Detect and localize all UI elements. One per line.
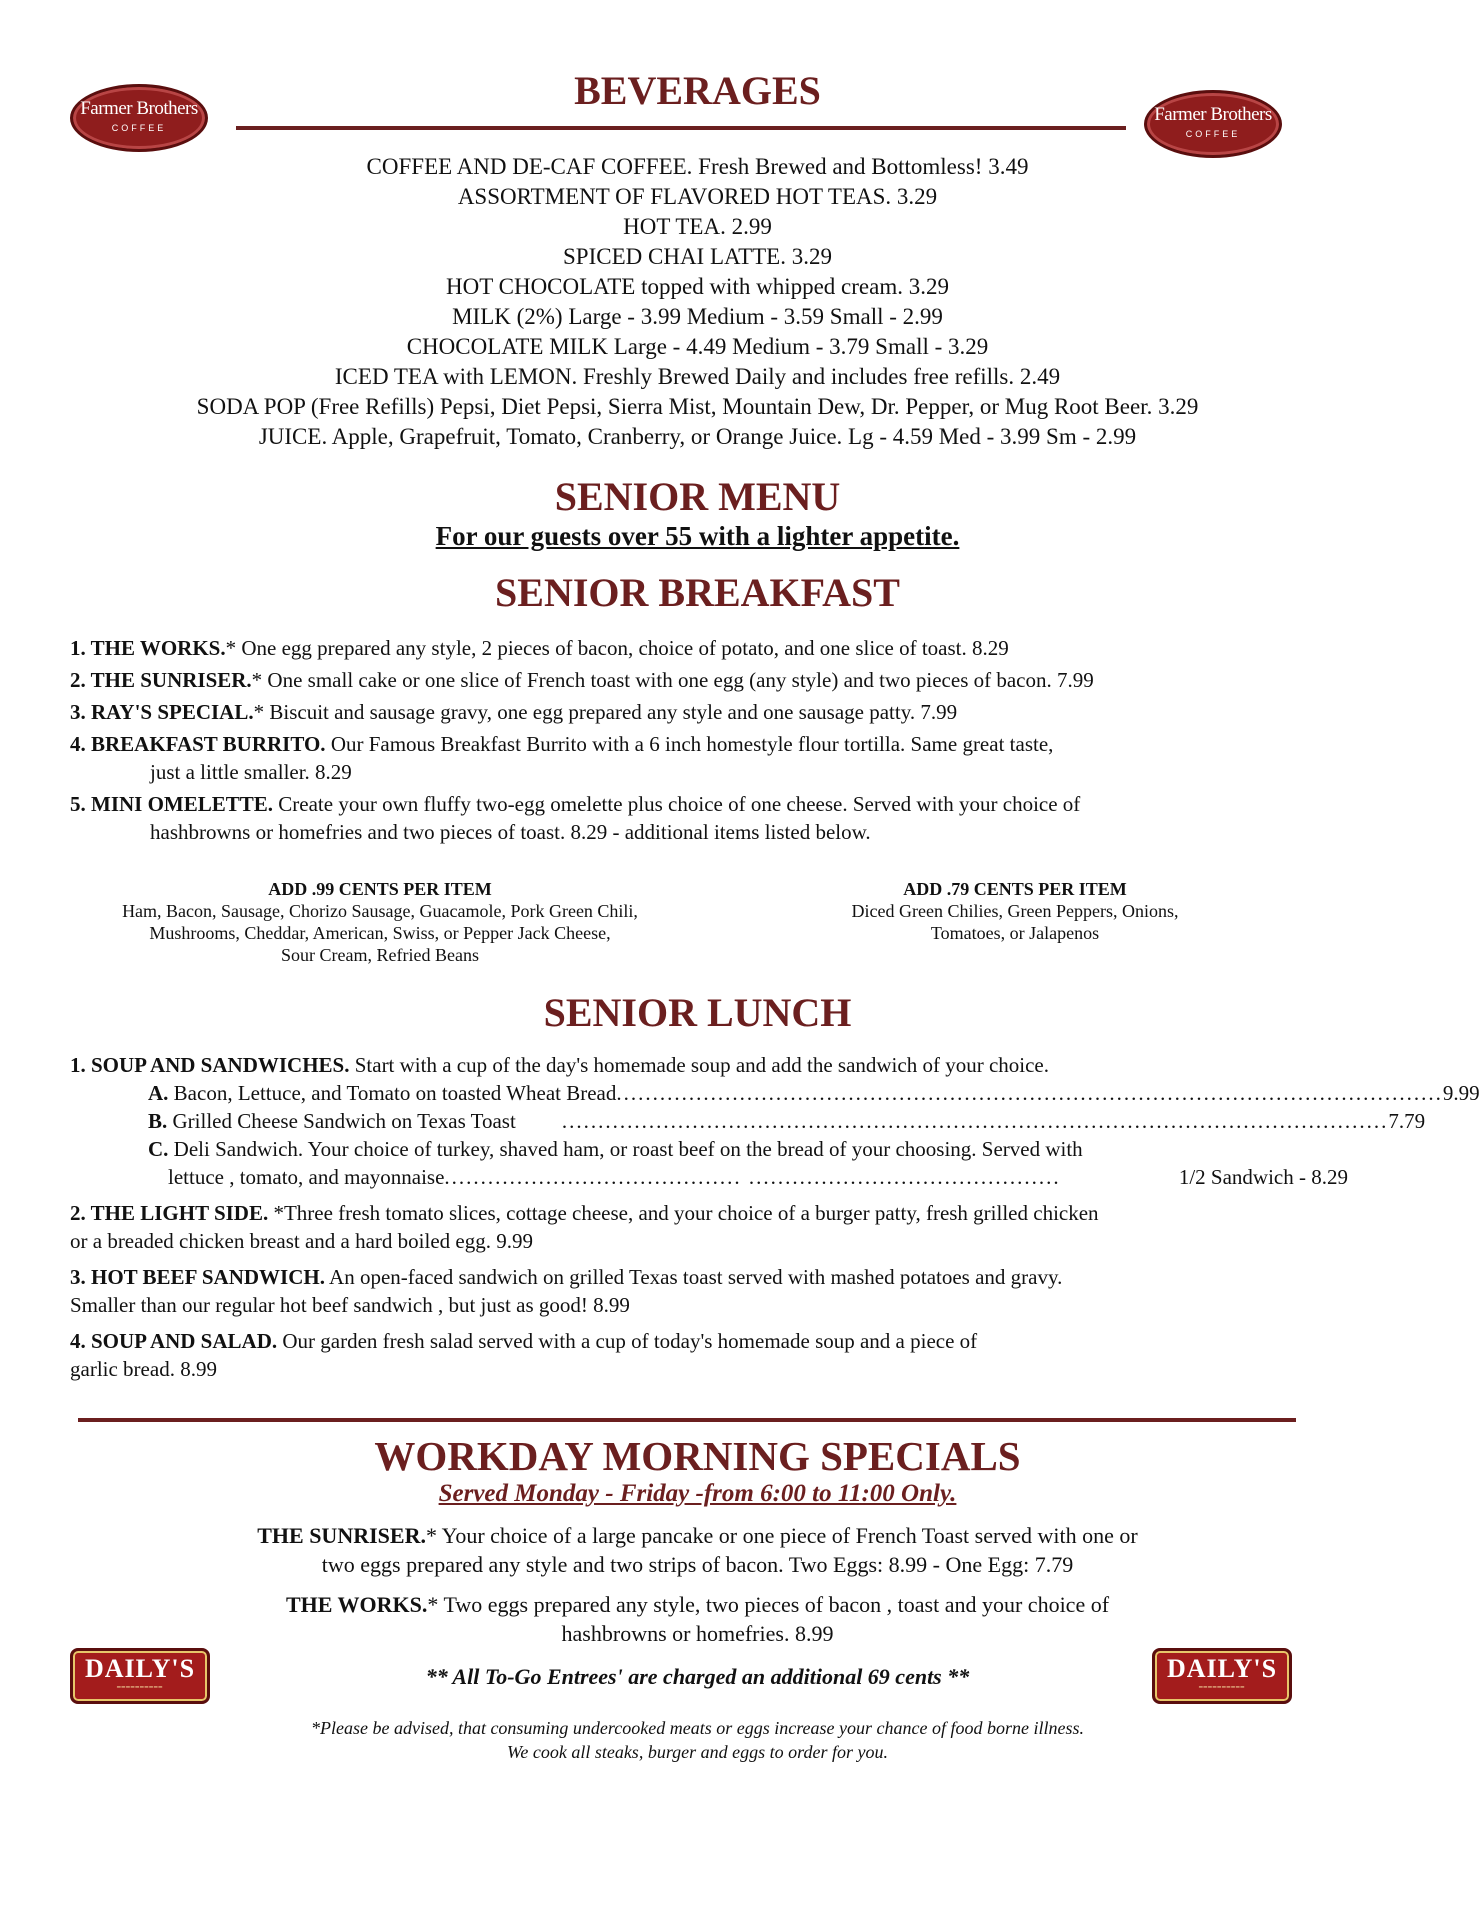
- item-desc: Start with a cup of the day's homemade soup and add the sandwich of your choice.: [349, 1053, 1049, 1077]
- option-price: 7.79: [1388, 1109, 1426, 1133]
- item-cont: hashbrowns or homefries and two pieces of toast. 8.29 - additional items listed below.: [150, 820, 871, 844]
- senior-menu-heading: SENIOR MENU: [554, 474, 841, 519]
- item-desc: Create your own fluffy two-egg omelette plus choice of one cheese. Served with your choice of: [273, 792, 1081, 816]
- dailys-logo-banner: ━━━━━━━━━━: [1198, 1685, 1246, 1691]
- item-cont: two eggs prepared any style and two strips of bacon. Two Eggs: 8.99 - One Egg: 7.79: [321, 1552, 1074, 1577]
- item-cont: or a breaded chicken breast and a hard boiled egg. 9.99: [70, 1229, 533, 1253]
- advisory-line: *Please be advised, that consuming undercooked meats or eggs increase your chance of food borne illness.: [310, 1718, 1084, 1738]
- item-desc: * One egg prepared any style, 2 pieces of bacon, choice of potato, and one slice of toast. 8.29: [225, 636, 1009, 660]
- item-desc: * Biscuit and sausage gravy, one egg prepared any style and one sausage patty. 7.99: [253, 700, 958, 724]
- add-79-heading: ADD .79 CENTS PER ITEM: [903, 879, 1127, 899]
- advisory-line: We cook all steaks, burger and eggs to order for you.: [507, 1742, 888, 1762]
- item-desc: Our Famous Breakfast Burrito with a 6 inch homestyle flour tortilla. Same great taste,: [325, 732, 1054, 756]
- senior-lunch-heading: SENIOR LUNCH: [543, 990, 852, 1035]
- option-price: 9.99: [1442, 1081, 1480, 1105]
- sandwich-option-c-cont: [70, 1163, 1348, 1191]
- senior-breakfast-list: [70, 634, 1360, 846]
- add-99-heading: ADD .99 CENTS PER ITEM: [268, 879, 492, 899]
- option-text: Bacon, Lettuce, and Tomato on toasted Wheat Bread: [168, 1081, 617, 1105]
- item-cont: hashbrowns or homefries. 8.99: [561, 1621, 834, 1646]
- lunch-item: [70, 1327, 1360, 1383]
- farmer-brothers-logo-text: Farmer Brothers: [80, 98, 198, 119]
- add-79-column: [780, 878, 1250, 944]
- option-price: 1/2 Sandwich - 8.29: [1178, 1165, 1348, 1189]
- item-desc: An open-faced sandwich on grilled Texas toast served with mashed potatoes and gravy.: [324, 1265, 1063, 1289]
- item-name: 5. MINI OMELETTE.: [70, 792, 274, 816]
- beverage-line: SODA POP (Free Refills) Pepsi, Diet Pepsi, Sierra Mist, Mountain Dew, Dr. Pepper, or Mug Root Beer. 3.29: [196, 394, 1199, 419]
- add-99-column: [60, 878, 700, 966]
- option-text: lettuce , tomato, and mayonnaise: [168, 1165, 445, 1189]
- breakfast-item: [70, 730, 1360, 786]
- farmer-brothers-logo-subtext: COFFEE: [1185, 129, 1241, 139]
- item-name: 2. THE SUNRISER.: [70, 668, 252, 692]
- workday-rule: [78, 1418, 1296, 1422]
- item-desc: * Two eggs prepared any style, two pieces of bacon , toast and your choice of: [427, 1592, 1110, 1617]
- dot-leader: ......................................... ...........................................: [444, 1165, 1061, 1189]
- item-name: 4. SOUP AND SALAD.: [70, 1329, 278, 1353]
- add-79-line: Tomatoes, or Jalapenos: [930, 923, 1100, 943]
- option-text: Deli Sandwich. Your choice of turkey, shaved ham, or roast beef on the bread of your choosing. Served with: [168, 1137, 1083, 1161]
- farmer-brothers-logo-subtext: COFFEE: [111, 123, 167, 133]
- senior-menu-subtitle: For our guests over 55 with a lighter appetite.: [435, 521, 960, 551]
- senior-breakfast-heading: SENIOR BREAKFAST: [495, 570, 900, 615]
- lunch-item-soup-sandwich: [70, 1051, 1360, 1079]
- item-name: 1. SOUP AND SANDWICHES.: [70, 1053, 350, 1077]
- add-99-line: Ham, Bacon, Sausage, Chorizo Sausage, Guacamole, Pork Green Chili,: [122, 901, 638, 921]
- breakfast-item: [70, 666, 1360, 694]
- item-cont: garlic bread. 8.99: [70, 1357, 217, 1381]
- beverage-line: HOT CHOCOLATE topped with whipped cream. 3.29: [446, 274, 949, 299]
- advisory: [0, 1716, 1395, 1764]
- beverage-line: CHOCOLATE MILK Large - 4.49 Medium - 3.79 Small - 3.29: [406, 334, 989, 359]
- option-label: B.: [148, 1109, 168, 1133]
- workday-sunriser: [0, 1521, 1395, 1579]
- beverage-line: COFFEE AND DE-CAF COFFEE. Fresh Brewed and Bottomless! 3.49: [366, 154, 1029, 179]
- sandwich-option-c: [70, 1135, 1360, 1163]
- beverage-line: ICED TEA with LEMON. Freshly Brewed Daily and includes free refills. 2.49: [334, 364, 1061, 389]
- beverages-rule: [236, 126, 1126, 130]
- beverage-line: MILK (2%) Large - 3.99 Medium - 3.59 Small - 2.99: [452, 304, 943, 329]
- item-cont: Smaller than our regular hot beef sandwich , but just as good! 8.99: [70, 1293, 630, 1317]
- beverage-line: ASSORTMENT OF FLAVORED HOT TEAS. 3.29: [457, 184, 938, 209]
- lunch-item: [70, 1199, 1360, 1255]
- beverage-line: SPICED CHAI LATTE. 3.29: [563, 244, 832, 269]
- item-desc: *Three fresh tomato slices, cottage cheese, and your choice of a burger patty, fresh grilled chicken: [268, 1201, 1099, 1225]
- item-name: 1. THE WORKS.: [70, 636, 226, 660]
- option-text: Grilled Cheese Sandwich on Texas Toast: [167, 1109, 516, 1133]
- sandwich-option-a: [70, 1079, 1480, 1107]
- dot-leader: ..................................................................................................................: [561, 1109, 1389, 1133]
- dot-leader: ..................................................................................................................: [616, 1081, 1443, 1105]
- breakfast-item: [70, 698, 1360, 726]
- item-name: 3. RAY'S SPECIAL.: [70, 700, 254, 724]
- workday-subtitle: Served Monday - Friday -from 6:00 to 11:00 Only.: [438, 1480, 957, 1507]
- beverage-line: JUICE. Apple, Grapefruit, Tomato, Cranberry, or Orange Juice. Lg - 4.59 Med - 3.99 Sm - 2.99: [258, 424, 1137, 449]
- lunch-item: [70, 1263, 1360, 1319]
- breakfast-item: [70, 790, 1360, 846]
- item-cont: just a little smaller. 8.29: [150, 760, 352, 784]
- farmer-brothers-logo-text: Farmer Brothers: [1154, 104, 1272, 125]
- senior-lunch-list: [70, 1051, 1480, 1383]
- item-desc: * Your choice of a large pancake or one piece of French Toast served with one or: [425, 1523, 1138, 1548]
- dailys-logo-text: DAILY'S: [1166, 1654, 1278, 1683]
- sandwich-option-b: [70, 1107, 1426, 1135]
- item-name: THE WORKS.: [285, 1592, 428, 1617]
- dailys-logo-banner: ━━━━━━━━━━: [116, 1685, 164, 1691]
- togo-note: ** All To-Go Entrees' are charged an additional 69 cents **: [425, 1664, 970, 1689]
- item-name: 3. HOT BEEF SANDWICH.: [70, 1265, 325, 1289]
- workday-works: [0, 1590, 1395, 1648]
- beverage-line: HOT TEA. 2.99: [623, 214, 772, 239]
- breakfast-item: [70, 634, 1360, 662]
- workday-heading: WORKDAY MORNING SPECIALS: [374, 1433, 1021, 1479]
- beverages-list: [0, 152, 1395, 452]
- add-79-line: Diced Green Chilies, Green Peppers, Onions,: [851, 901, 1179, 921]
- option-label: A.: [148, 1081, 169, 1105]
- add-99-line: Mushrooms, Cheddar, American, Swiss, or Pepper Jack Cheese,: [149, 923, 611, 943]
- item-desc: Our garden fresh salad served with a cup of today's homemade soup and a piece of: [277, 1329, 978, 1353]
- beverages-heading: BEVERAGES: [574, 68, 821, 113]
- item-desc: * One small cake or one slice of French toast with one egg (any style) and two pieces of bacon. 7.99: [251, 668, 1094, 692]
- item-name: THE SUNRISER.: [257, 1523, 426, 1548]
- add-99-line: Sour Cream, Refried Beans: [281, 945, 479, 965]
- dailys-logo-text: DAILY'S: [84, 1654, 196, 1683]
- item-name: 4. BREAKFAST BURRITO.: [70, 732, 326, 756]
- option-label: C.: [148, 1137, 169, 1161]
- item-name: 2. THE LIGHT SIDE.: [70, 1201, 269, 1225]
